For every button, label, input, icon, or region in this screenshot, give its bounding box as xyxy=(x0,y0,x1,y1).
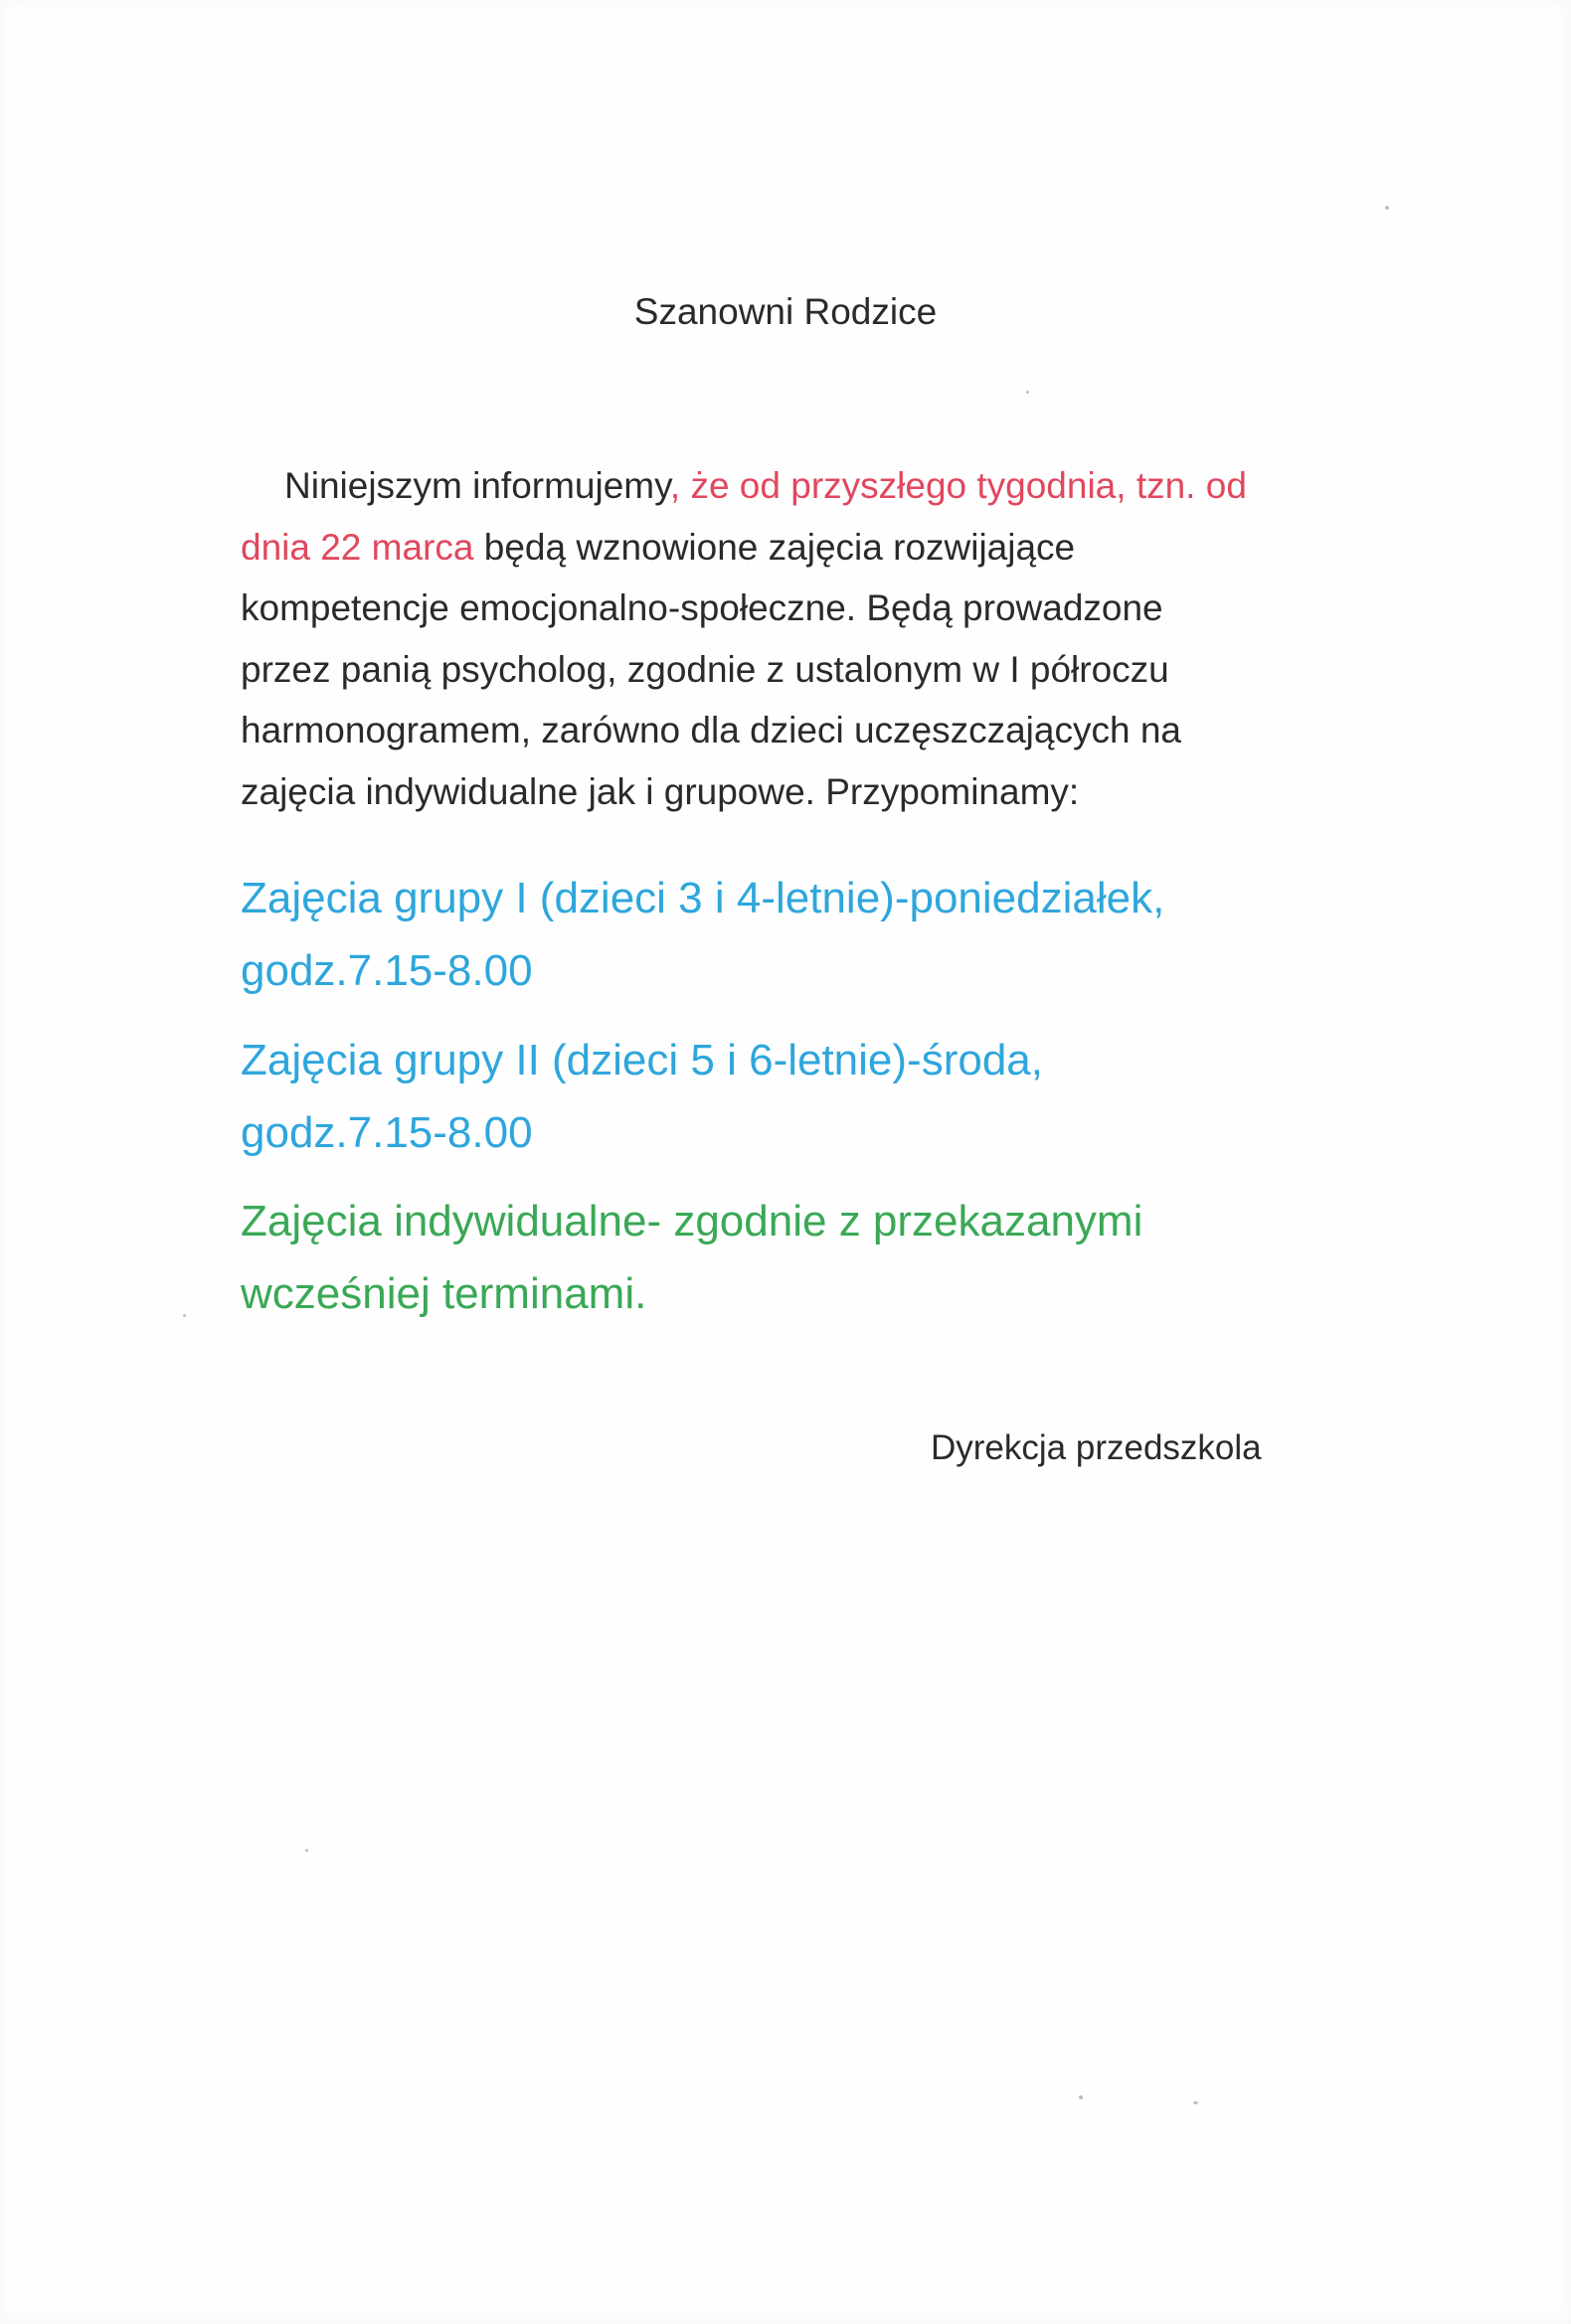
group-2-line-1: Zajęcia grupy II (dzieci 5 i 6-letnie)-środa, xyxy=(241,1036,1043,1084)
individual-line-2: wcześniej terminami. xyxy=(241,1269,647,1318)
scan-speck xyxy=(1079,2095,1083,2099)
intro-line-2 xyxy=(241,517,1464,579)
greeting-heading: Szanowni Rodzice xyxy=(633,291,938,332)
intro-line-5: harmonogramem, zarówno dla dzieci uczęszczających na xyxy=(241,710,1181,750)
signature: Dyrekcja przedszkola xyxy=(931,1428,1262,1467)
individual-schedule xyxy=(241,1185,1434,1330)
group-2-line-2: godz.7.15-8.00 xyxy=(241,1108,533,1157)
intro-line-1 xyxy=(241,455,1464,517)
group-1-line-1: Zajęcia grupy I (dzieci 3 i 4-letnie)-poniedziałek, xyxy=(241,874,1165,922)
intro-paragraph xyxy=(241,455,1464,822)
scan-speck xyxy=(1193,2101,1198,2104)
intro-line-3: kompetencje emocjonalno-społeczne. Będą prowadzone xyxy=(241,587,1163,628)
group-1-schedule xyxy=(241,862,1434,1007)
group-2-schedule xyxy=(241,1024,1434,1169)
group-1-line-2: godz.7.15-8.00 xyxy=(241,946,533,995)
individual-line-1: Zajęcia indywidualne- zgodnie z przekazanymi xyxy=(241,1197,1143,1245)
scan-speck xyxy=(183,1314,186,1317)
scan-speck xyxy=(305,1849,308,1852)
intro-highlight-date-part2: dnia 22 marca xyxy=(241,526,474,568)
intro-line-4: przez panią psycholog, zgodnie z ustalonym w I półroczu xyxy=(241,648,1169,690)
scan-speck xyxy=(1385,206,1389,210)
intro-highlight-date-part1: , że od przyszłego tygodnia, tzn. od xyxy=(669,465,1247,506)
intro-text-plain: będą wznowione zajęcia rozwijające xyxy=(473,526,1076,568)
intro-line-6: zajęcia indywidualne jak i grupowe. Przypominamy: xyxy=(241,770,1080,812)
intro-text-plain: Niniejszym informujemy xyxy=(284,465,670,506)
scan-speck xyxy=(1026,391,1029,394)
